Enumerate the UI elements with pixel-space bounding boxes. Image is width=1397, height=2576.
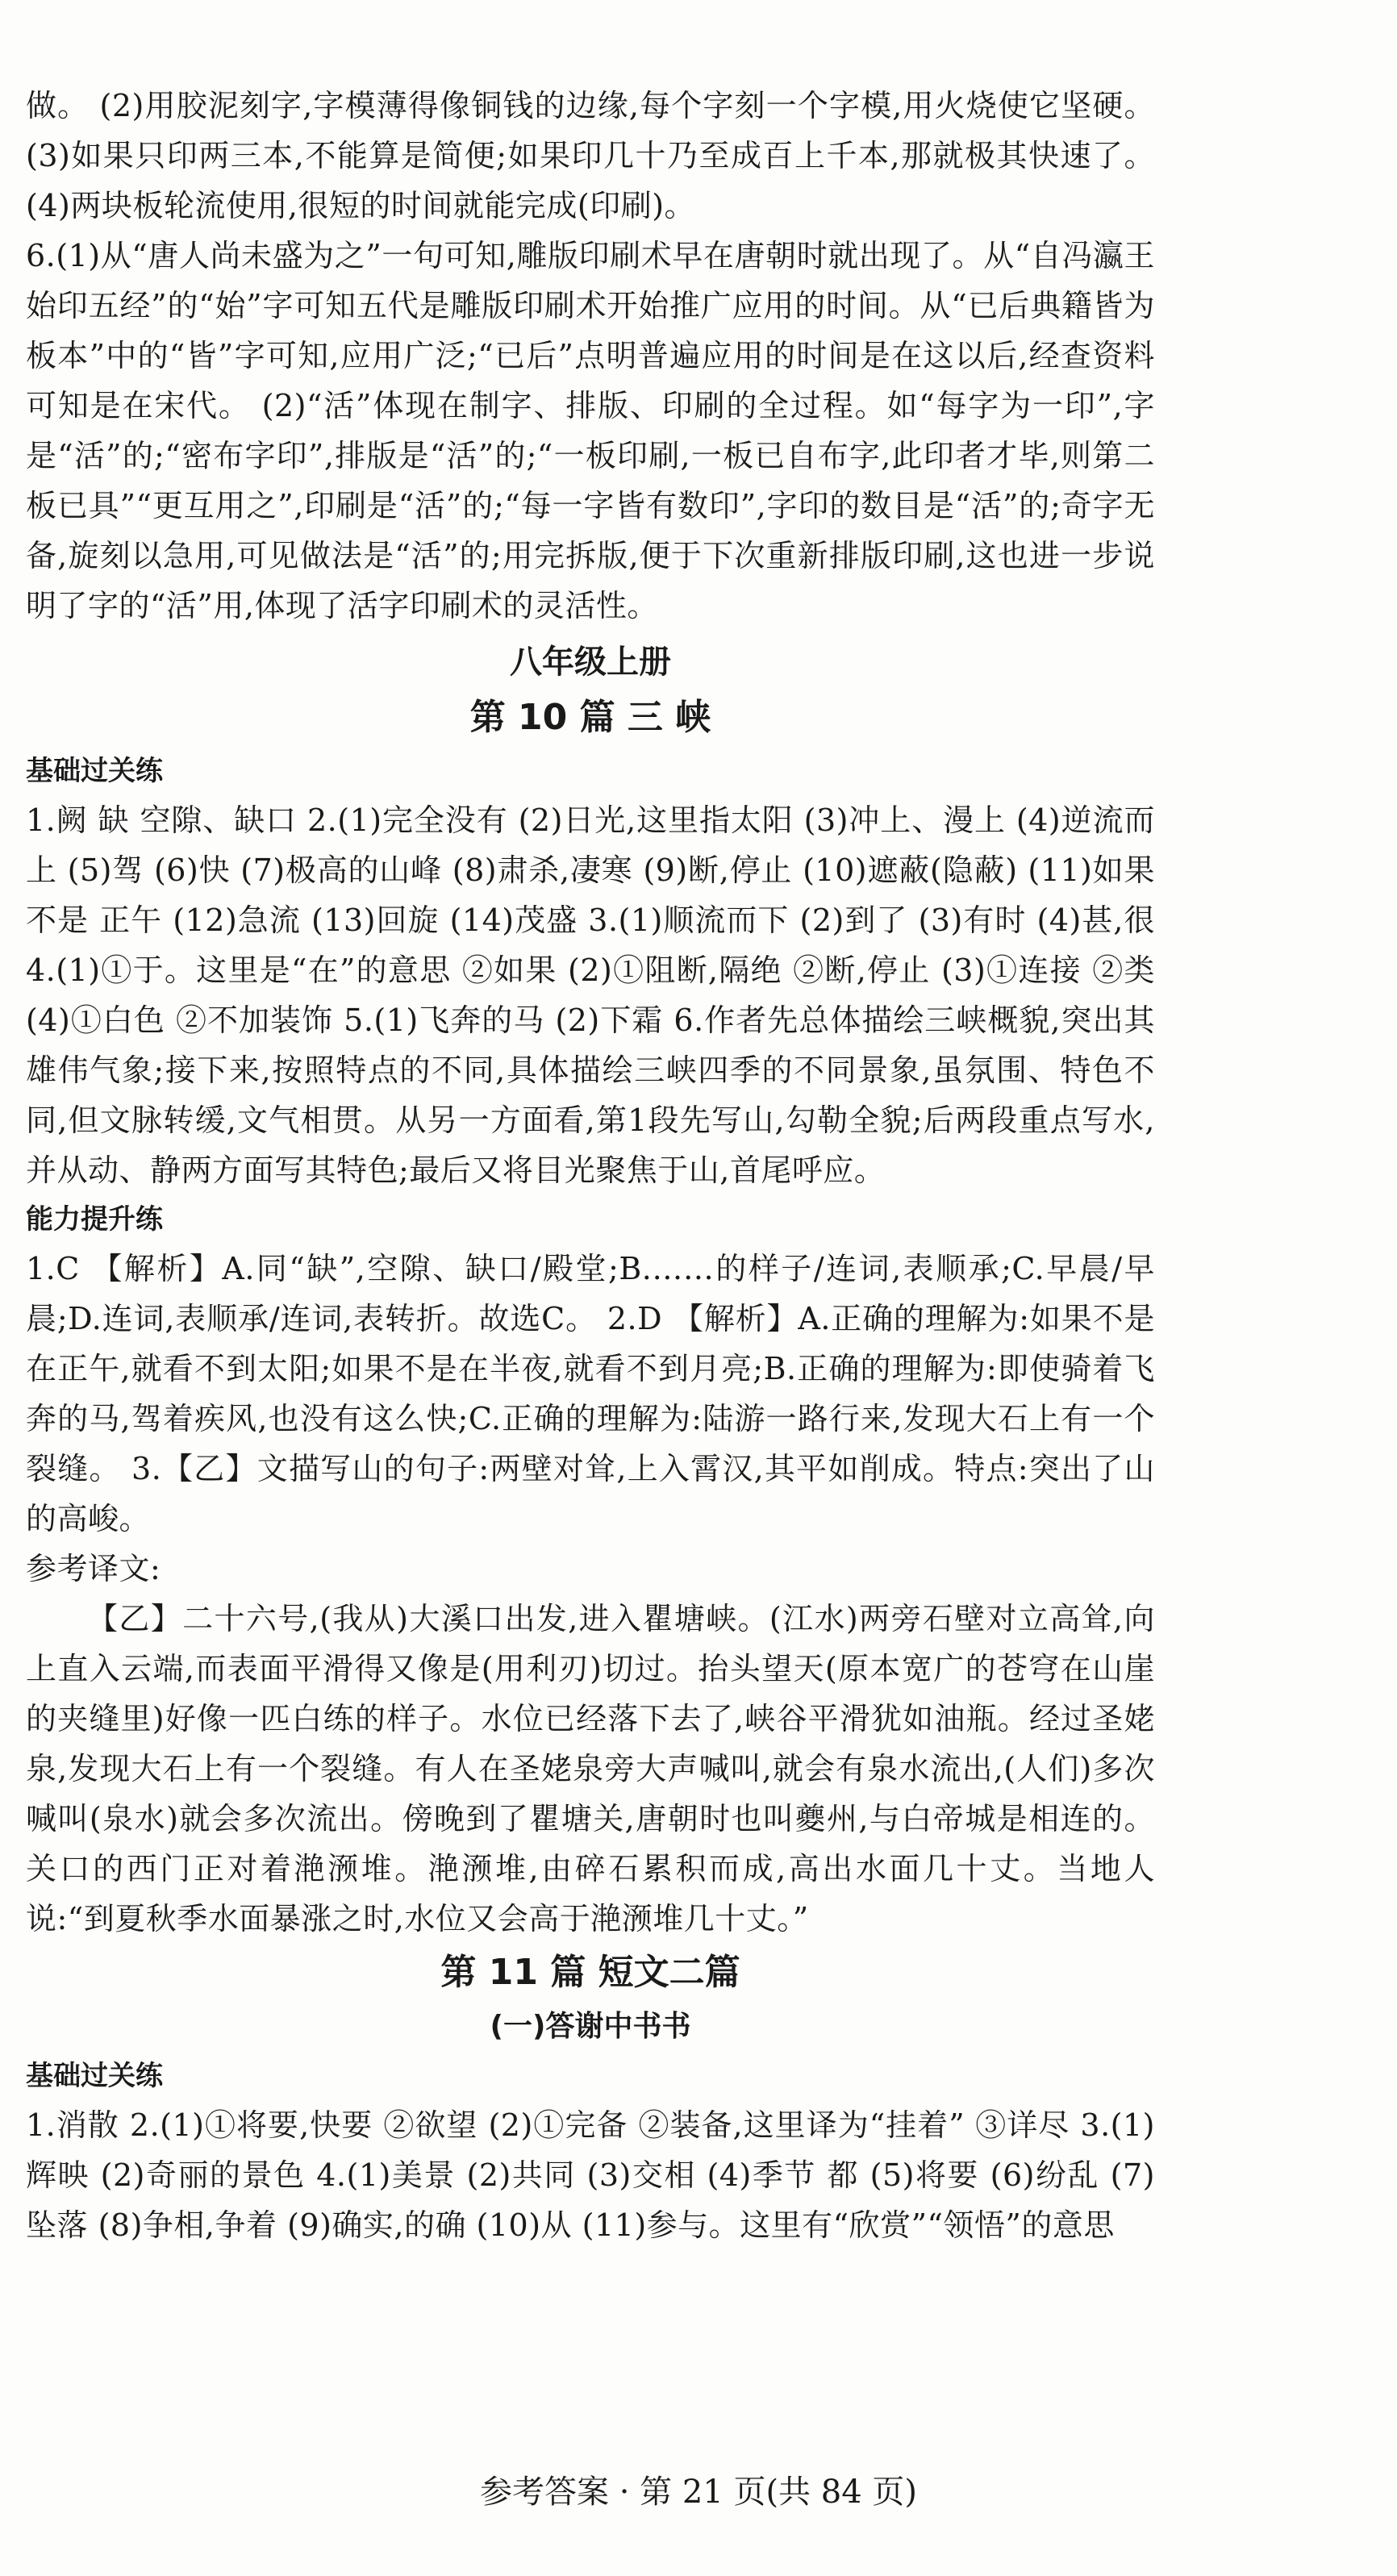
reference-translation: 【乙】二十六号,(我从)大溪口出发,进入瞿塘峡。(江水)两旁石壁对立高耸,向上直入云端,而表面平滑得又像是(用利刃)切过。抬头望天(原本宽广的苍穹在山崖的夹缝里)好像一匹白练的样子。水位已经落下去了,峡谷平滑犹如油瓶。经过圣姥泉,发现大石上有一个裂缝。有人在圣姥泉旁大声喊叫,就会有泉水流出,(人们)多次喊叫(泉水)就会多次流出。傍晚到了瞿塘关,唐朝时也叫夔州,与白帝城是相连的。关口的西门正对着滟滪堆。滟滪堆,由碎石累积而成,高出水面几十丈。当地人说:“到夏秋季水面暴涨之时,水位又会高于滟滪堆几十丈。” <box>26 1601 1155 1936</box>
ability-answers-ch10: 1.C 【解析】A.同“缺”,空隙、缺口/殿堂;B.……的样子/连词,表顺承;C.早晨/早晨;D.连词,表顺承/连词,表转折。故选C。 2.D 【解析】A.正确的理解为:如果不是在正午,就看不到太阳;如果不是在半夜,就看不到月亮;B.正确的理解为:即使骑着飞奔的马,驾着疾风,也没有这么快;C.正确的理解为:陆游一路行来,发现大石上有一个裂缝。 3.【乙】文描写山的句子:两壁对耸,上入霄汉,其平如削成。特点:突出了山的高峻。 <box>26 1251 1155 1536</box>
grade-heading: 八年级上册 <box>510 644 671 681</box>
section-basic-practice-2: 基础过关练 <box>26 2060 163 2092</box>
answer-paragraph-q6: 6.(1)从“唐人尚未盛为之”一句可知,雕版印刷术早在唐朝时就出现了。从“自冯瀛王始印五经”的“始”字可知五代是雕版印刷术开始推广应用的时间。从“已后典籍皆为板本”中的“皆”字可知,应用广泛;“已后”点明普遍应用的时间是在这以后,经查资料可知是在宋代。 (2)“活”体现在制字、排版、印刷的全过程。如“每字为一印”,字是“活”的;“密布字印”,排版是“活”的;“一板印刷,一板已自布字,此印者才毕,则第二板已具”“更互用之”,印刷是“活”的;“每一字皆有数印”,字印的数目是“活”的;奇字无备,旋刻以急用,可见做法是“活”的;用完拆版,便于下次重新排版印刷,这也进一步说明了字的“活”用,体现了活字印刷术的灵活性。 <box>26 238 1155 623</box>
basic-answers-ch10: 1.阙 缺 空隙、缺口 2.(1)完全没有 (2)日光,这里指太阳 (3)冲上、漫上 (4)逆流而上 (5)驾 (6)快 (7)极高的山峰 (8)肃杀,凄寒 (9)断,停止 (10)遮蔽(隐蔽) (11)如果不是 正午 (12)急流 (13)回旋 (14)茂盛 3.(1)顺流而下 (2)到了 (3)有时 (4)甚,很 4.(1)①于。这里是“在”的意思 ②如果 (2)①阻断,隔绝 ②断,停止 (3)①连接 ②类 (4)①白色 ②不加装饰 5.(1)飞奔的马 (2)下霜 6.作者先总体描绘三峡概貌,突出其雄伟气象;接下来,按照特点的不同,具体描绘三峡四季的不同景象,虽氛围、特色不同,但文脉转缓,文气相贯。从另一方面看,第1段先写山,勾勒全貌;后两段重点写水,并从动、静两方面写其特色;最后又将目光聚焦于山,首尾呼应。 <box>26 802 1155 1188</box>
section-basic-practice: 基础过关练 <box>26 755 163 787</box>
page-footer: 参考答案 · 第 21 页(共 84 页) <box>479 2474 917 2511</box>
basic-answers-ch11: 1.消散 2.(1)①将要,快要 ②欲望 (2)①完备 ②装备,这里译为“挂着” ③详尽 3.(1)辉映 (2)奇丽的景色 4.(1)美景 (2)共同 (3)交相 (4)季节 都 (5)将要 (6)纷乱 (7)坠落 (8)争相,争着 (9)确实,的确 (10)从 (11)参与。这里有“欣赏”“领悟”的意思 <box>26 2107 1155 2243</box>
chapter-11-heading: 第 11 篇 短文二篇 <box>440 1952 740 1993</box>
chapter-10-heading: 第 10 篇 三 峡 <box>469 697 711 738</box>
page-content <box>26 81 1155 2250</box>
chapter-11-subheading: (一)答谢中书书 <box>490 2010 691 2043</box>
answer-paragraph-continued: 做。 (2)用胶泥刻字,字模薄得像铜钱的边缘,每个字刻一个字模,用火烧使它坚硬。 (3)如果只印两三本,不能算是简便;如果印几十乃至成百上千本,那就极其快速了。 (4)两块板轮流使用,很短的时间就能完成(印刷)。 <box>26 88 1155 223</box>
section-ability-practice: 能力提升练 <box>26 1203 163 1236</box>
reference-translation-label: 参考译文: <box>26 1551 161 1586</box>
